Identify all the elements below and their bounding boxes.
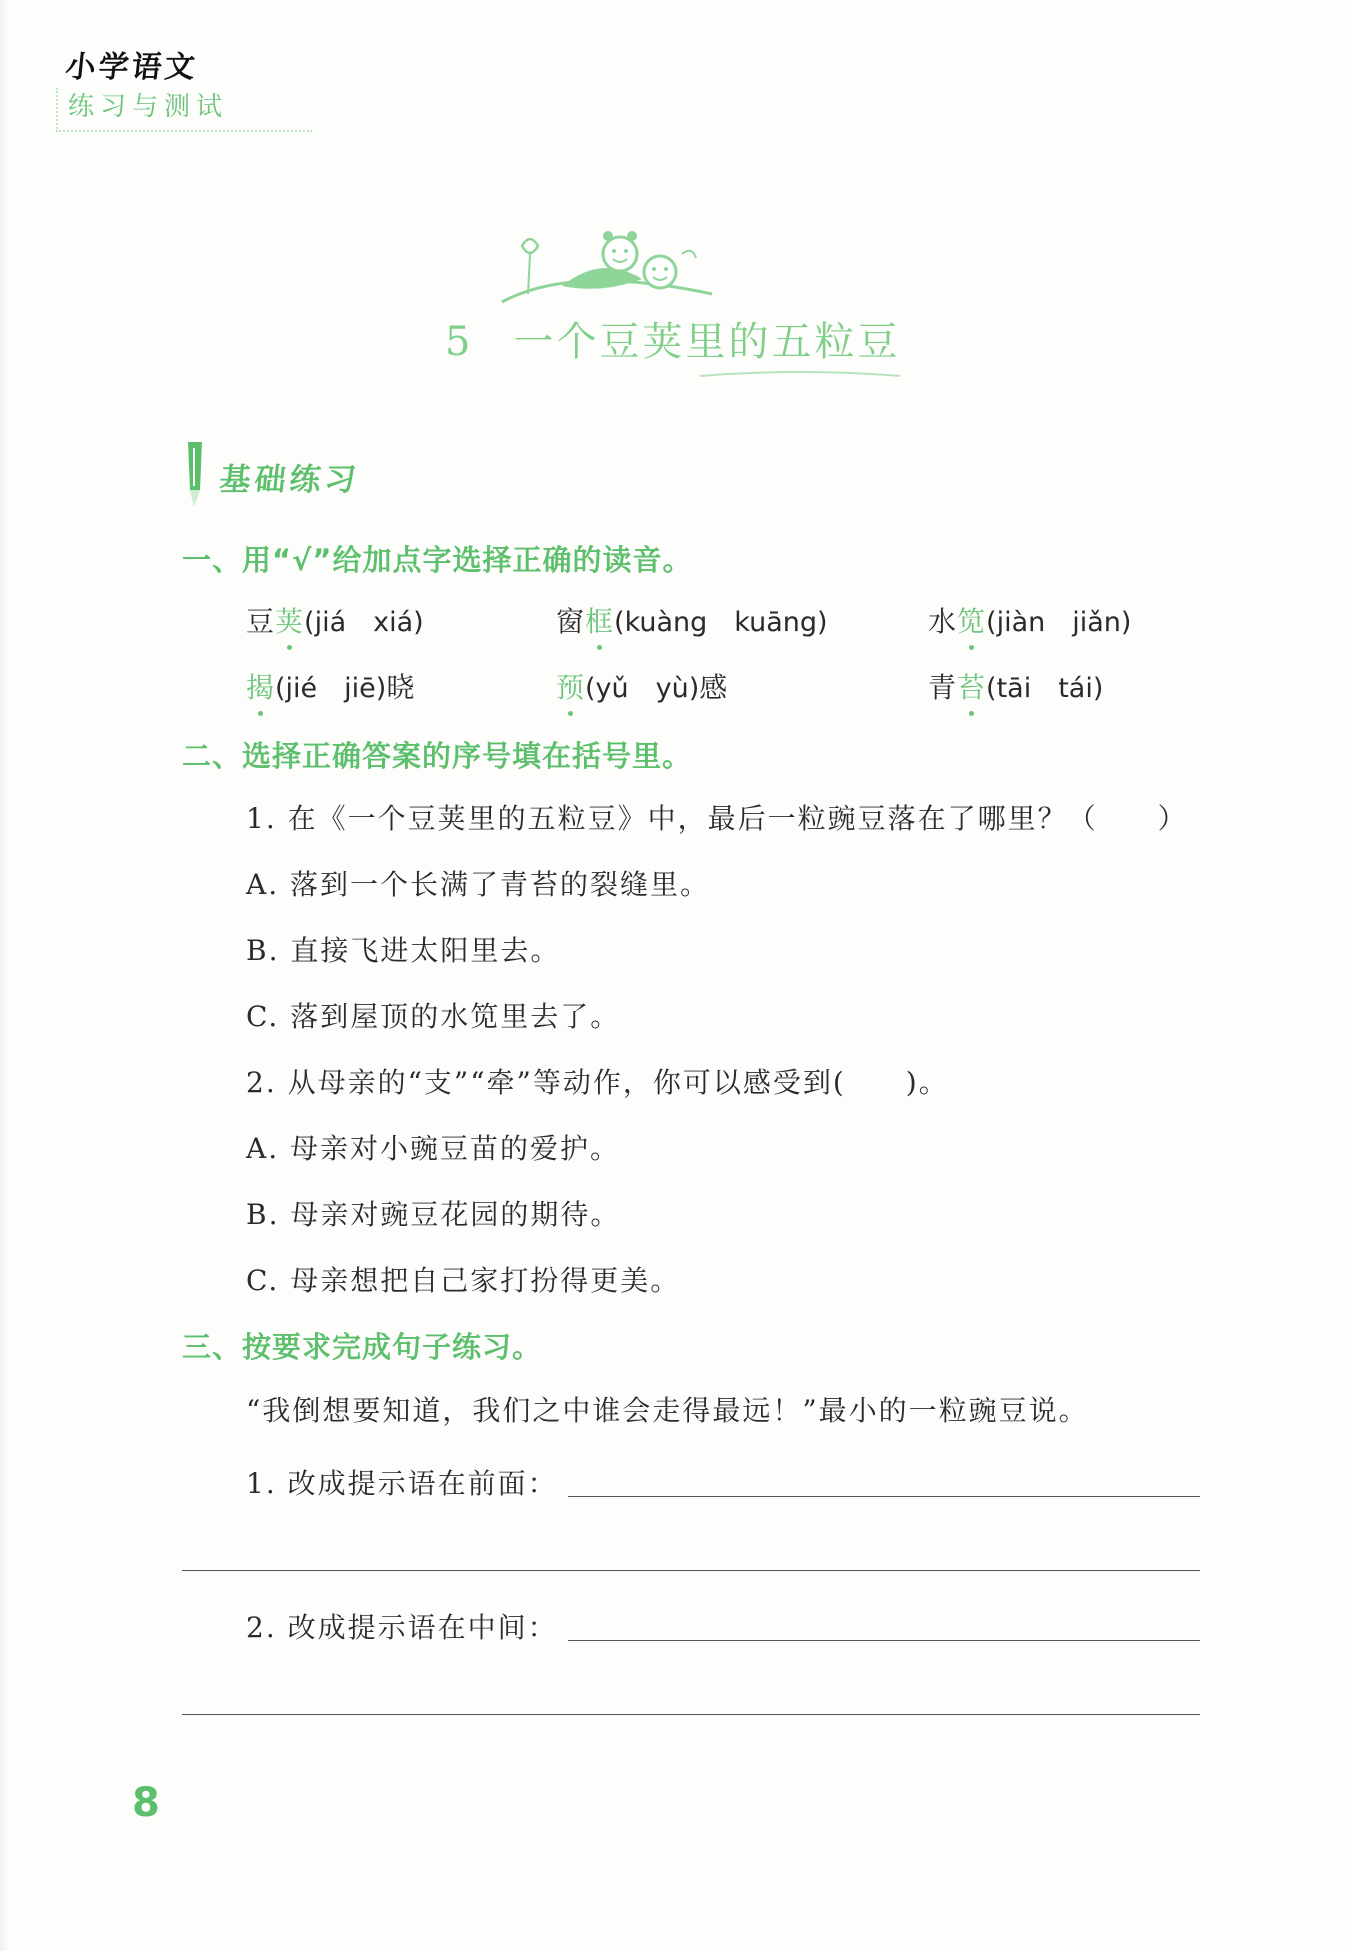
pinyin-item-2: 窗框(kuàng kuāng) (556, 600, 828, 640)
answer-line-2b[interactable] (182, 1714, 1200, 1715)
q2-1-option-b: B. 直接飞进太阳里去。 (246, 934, 561, 967)
pinyin-item-5: 预(yǔ yù)感 (556, 666, 728, 706)
dotted-char: 笕 (957, 600, 986, 640)
dotted-char: 框 (585, 600, 614, 640)
question-3-heading: 三、按要求完成句子练习。 (182, 1330, 543, 1364)
pinyin-item-1: 豆荚(jiá xiá) (246, 600, 424, 640)
children-leaf-illustration (492, 224, 722, 314)
q2-2-option-a: A. 母亲对小豌豆苗的爱护。 (246, 1132, 621, 1165)
pencil-icon (180, 440, 208, 510)
answer-line-1b[interactable] (182, 1570, 1200, 1571)
dotted-char: 揭 (246, 666, 275, 706)
page-number: 8 (132, 1780, 160, 1826)
pinyin-item-6: 青苔(tāi tái) (928, 666, 1103, 706)
question-3-task-1: 1. 改成提示语在前面： (246, 1467, 558, 1500)
lesson-number: 5 (445, 319, 474, 365)
brand-subtitle-box (56, 88, 312, 132)
question-3-sentence: “我倒想要知道，我们之中谁会走得最远！”最小的一粒豌豆说。 (246, 1394, 1089, 1427)
dotted-char: 预 (556, 666, 585, 706)
pinyin-item-3: 水笕(jiàn jiǎn) (928, 600, 1131, 640)
q2-2-option-c: C. 母亲想把自己家打扮得更美。 (246, 1264, 681, 1297)
lesson-name: 一个豆荚里的五粒豆 (513, 319, 901, 365)
question-3-task-2: 2. 改成提示语在中间： (246, 1611, 558, 1644)
question-2-1: 1. 在《一个豆荚里的五粒豆》中，最后一粒豌豆落在了哪里？（ ） (246, 802, 1188, 835)
brand-subtitle: 练习与测试 (68, 92, 229, 122)
q2-1-option-a: A. 落到一个长满了青苔的裂缝里。 (246, 868, 711, 901)
q2-2-option-b: B. 母亲对豌豆花园的期待。 (246, 1198, 621, 1231)
title-underline (700, 368, 900, 380)
dotted-char: 苔 (957, 666, 986, 706)
dotted-char: 荚 (275, 600, 304, 640)
question-1-heading: 一、用“√”给加点字选择正确的读音。 (182, 543, 693, 577)
q2-1-option-c: C. 落到屋顶的水笕里去了。 (246, 1000, 621, 1033)
question-2-heading: 二、选择正确答案的序号填在括号里。 (182, 739, 693, 773)
brand-header (63, 42, 229, 122)
section-label: 基础练习 (217, 462, 362, 498)
pinyin-item-4: 揭(jié jiē)晓 (246, 666, 415, 706)
answer-line-1a[interactable] (568, 1496, 1200, 1497)
answer-line-2a[interactable] (568, 1640, 1200, 1641)
brand-title: 小学语文 (63, 50, 200, 85)
lesson-title (445, 310, 900, 367)
question-2-2: 2. 从母亲的“支”“牵”等动作，你可以感受到( )。 (246, 1066, 949, 1099)
